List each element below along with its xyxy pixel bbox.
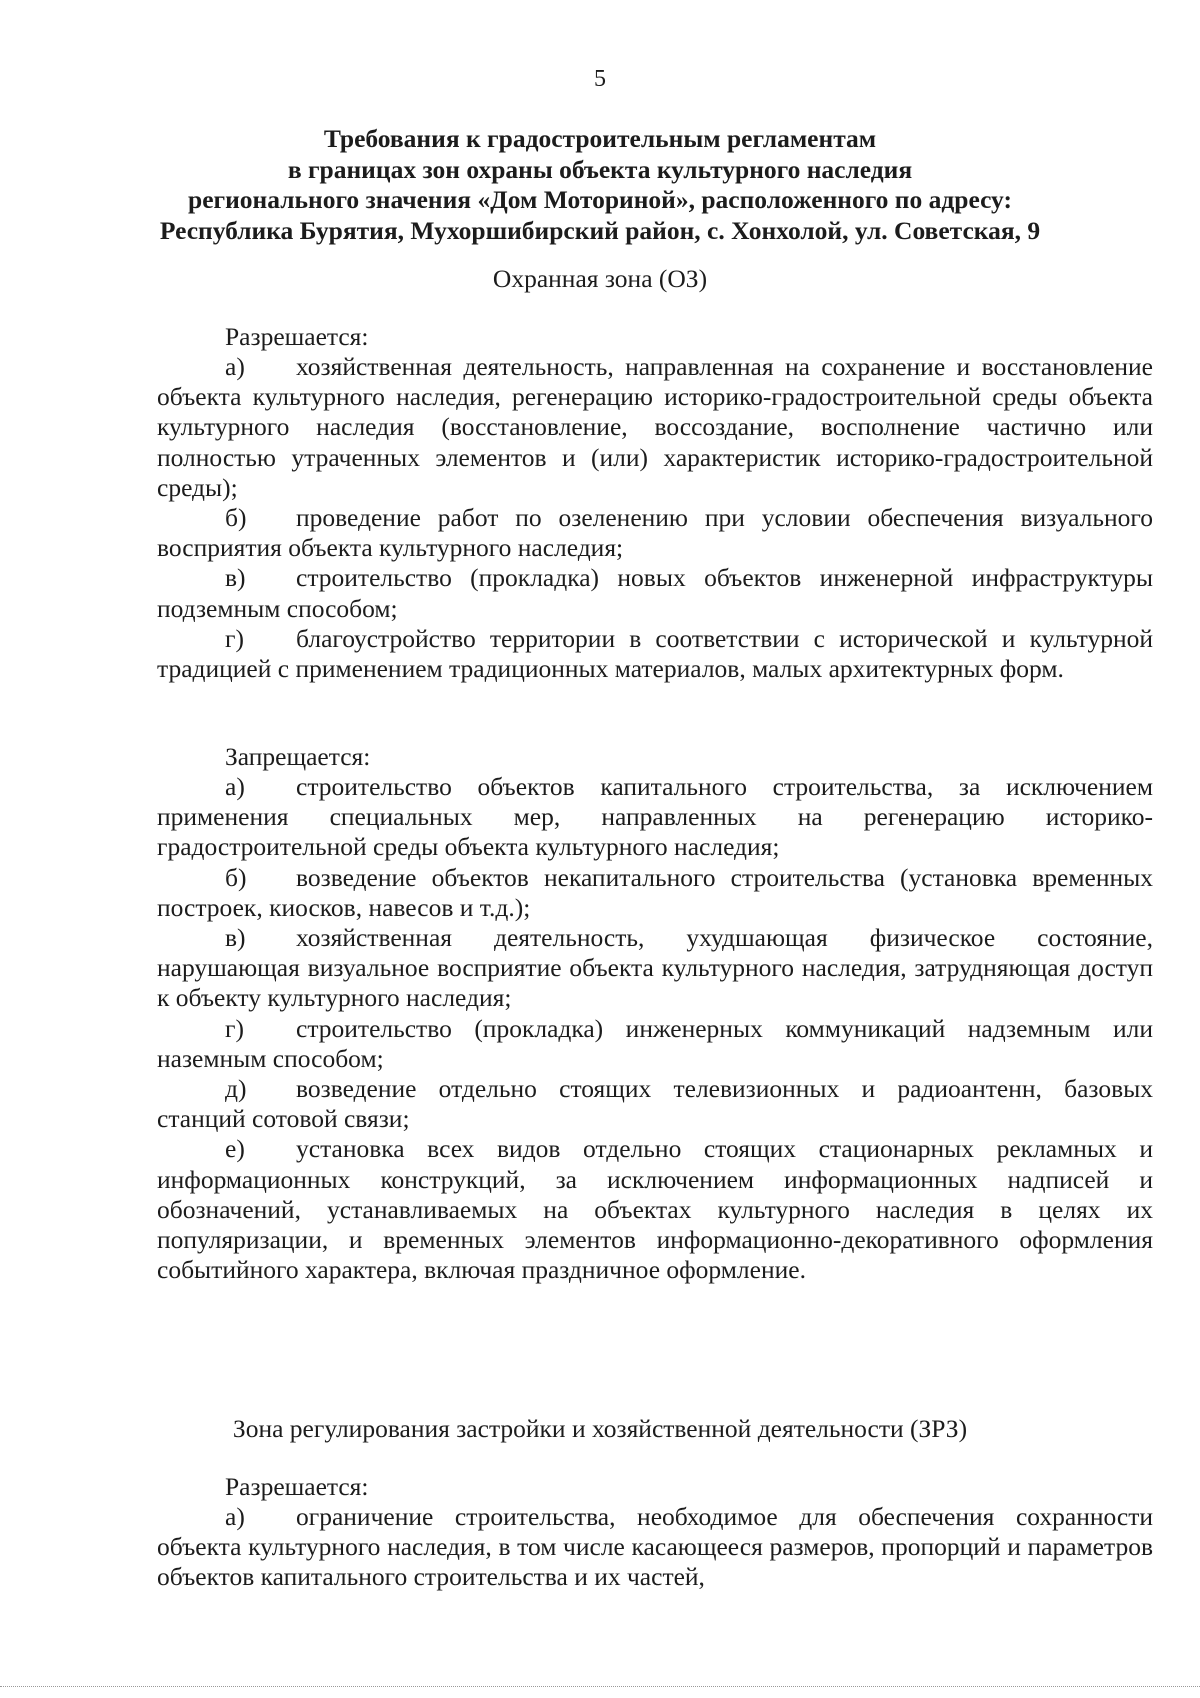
item-marker: г) (225, 623, 244, 653)
list-item (157, 352, 1153, 503)
item-marker: а) (225, 1502, 245, 1531)
title-line: Республика Бурятия, Мухоршибирский район, с. Хонхолой, ул. Советская, 9 (159, 215, 1041, 245)
list-item (157, 923, 1153, 1014)
item-marker: а) (225, 352, 245, 381)
title-line: в границах зон охраны объекта культурного наследия (287, 154, 913, 184)
item-marker: а) (225, 772, 245, 801)
item-marker: г) (225, 1013, 244, 1043)
page-number: 5 (594, 66, 606, 92)
item-text: ограничение строительства, необходимое для обеспечения сохранности объекта культурного наследия, в том числе касающееся размеров, пропорций и параметров объектов капитального строительства и их частей, (157, 1502, 1153, 1592)
allowed-list-oz (157, 352, 1153, 684)
title-line: Требования к градостроительным регламентам (323, 124, 877, 153)
section-heading-zrz: Зона регулирования застройки и хозяйственной деятельности (ЗРЗ) (232, 1414, 968, 1443)
allowed-label: Разрешается: (225, 1472, 369, 1501)
list-item (157, 772, 1153, 863)
item-marker: б) (225, 503, 247, 533)
item-text: хозяйственная деятельность, ухудшающая физическое состояние, нарушающая визуальное восприятие объекта культурного наследия, затрудняющая доступ к объекту культурного наследия; (157, 923, 1153, 1013)
item-text: проведение работ по озеленению при условии обеспечения визуального восприятия объекта культурного наследия; (157, 503, 1153, 563)
list-item (157, 563, 1153, 623)
allowed-label: Разрешается: (225, 322, 369, 351)
item-marker: е) (225, 1134, 245, 1164)
item-text: строительство (прокладка) новых объектов инженерной инфраструктуры подземным способом; (157, 563, 1153, 623)
list-item (157, 1014, 1153, 1074)
item-text: строительство (прокладка) инженерных коммуникаций надземным или наземным способом; (157, 1013, 1153, 1073)
item-text: строительство объектов капитального строительства, за исключением применения специальных мер, направленных на регенерацию историко-градостроительной среды объекта культурного наследия; (157, 772, 1153, 862)
document-title (140, 124, 1060, 246)
scan-bottom-edge (0, 1686, 1200, 1687)
section-heading-oz: Охранная зона (ОЗ) (492, 264, 708, 293)
item-text: возведение объектов некапитального строительства (установка временных построек, киосков, навесов и т.д.); (157, 862, 1153, 922)
item-marker: в) (225, 923, 246, 953)
item-marker: б) (225, 862, 247, 892)
list-item (157, 863, 1153, 923)
item-text: установка всех видов отдельно стоящих стационарных рекламных и информационных конструкций, за исключением информационных надписей и обозначений, устанавливаемых на объектах культурного наследия в целях их популяризации, и временных элементов информационно-декоративного оформления событийного характера, включая праздничное оформление. (157, 1134, 1153, 1285)
item-text: возведение отдельно стоящих телевизионных и радиоантенн, базовых станций сотовой связи; (157, 1074, 1153, 1134)
item-marker: д) (225, 1074, 247, 1104)
list-item (157, 1502, 1153, 1593)
forbidden-label: Запрещается: (225, 742, 371, 771)
list-item (157, 1134, 1153, 1285)
item-text: благоустройство территории в соответствии с исторической и культурной традицией с применением традиционных материалов, малых архитектурных форм. (157, 623, 1153, 684)
list-item (157, 1074, 1153, 1134)
item-marker: в) (225, 563, 246, 593)
item-text: хозяйственная деятельность, направленная на сохранение и восстановление объекта культурного наследия, регенерацию историко-градостроительной среды объекта культурного наследия (восстановление, воссоздание, восполнение частично или полностью утраченных элементов и (или) характеристик историко-градостроительной среды); (157, 352, 1153, 502)
title-line: регионального значения «Дом Моториной», расположенного по адресу: (188, 185, 1012, 214)
list-item (157, 503, 1153, 563)
forbidden-list-oz (157, 772, 1153, 1285)
list-item (157, 624, 1153, 684)
allowed-list-zrz (157, 1502, 1153, 1593)
